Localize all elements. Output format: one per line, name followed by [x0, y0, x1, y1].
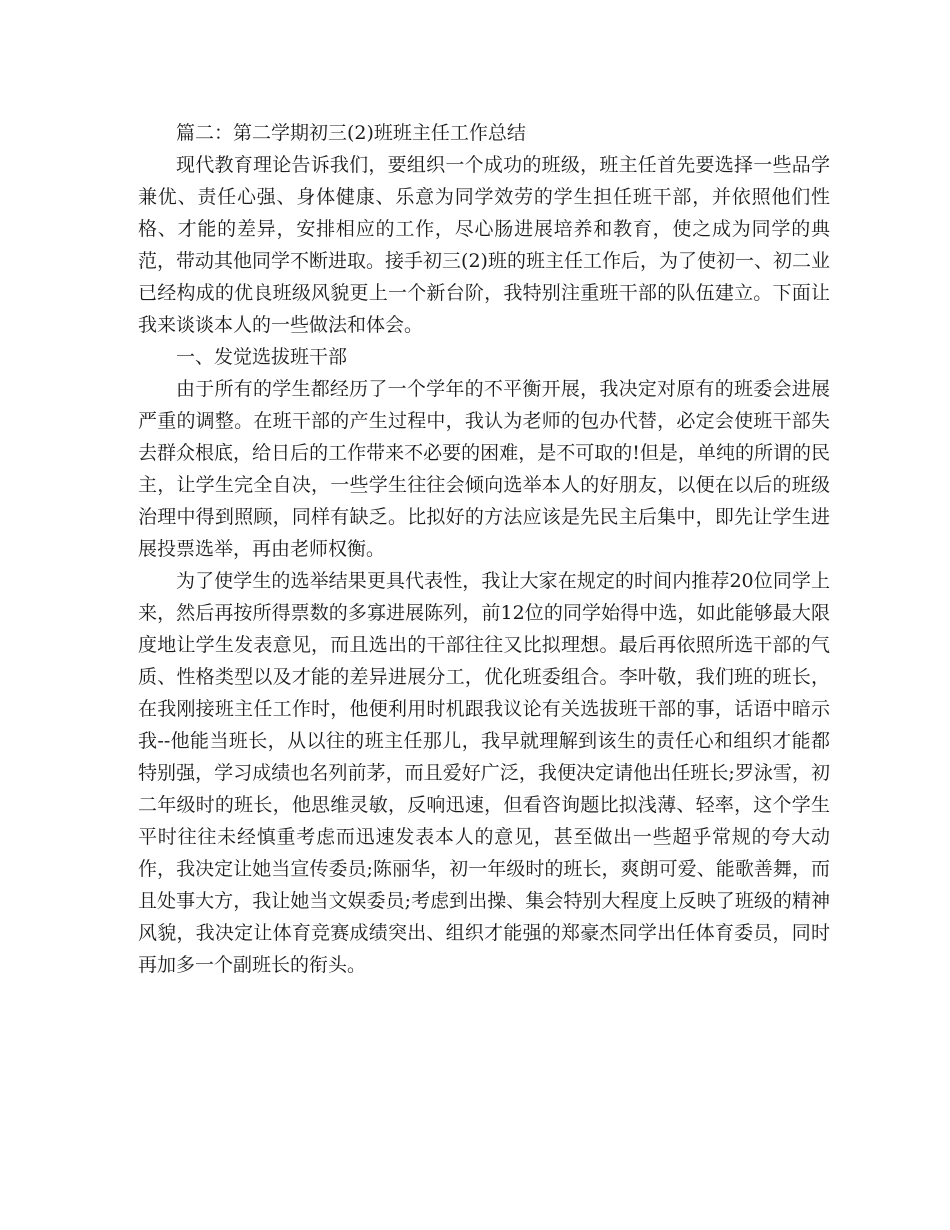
- section-heading: 一、发觉选拔班干部: [176, 346, 348, 368]
- intro-paragraph: 现代教育理论告诉我们，要组织一个成功的班级，班主任首先要选择一些品学兼优、责任心强、身体健康、乐意为同学效劳的学生担任班干部，并依照他们性格、才能的差异，安排相应的工作，尽心肠进展培养和教育，使之成为同学的典范，带动其他同学不断进取。接手初三(2)班的班主任工作后，为了使初一、初二业已经构成的优良班级风貌更上一个新台阶，我特别注重班干部的队伍建立。下面让我来谈谈本人的一些做法和体会。: [138, 154, 830, 336]
- document-title: 篇二：第二学期初三(2)班班主任工作总结: [176, 122, 526, 144]
- section-paragraph-1: 由于所有的学生都经历了一个学年的不平衡开展，我决定对原有的班委会进展严重的调整。在班干部的产生过程中，我认为老师的包办代替，必定会使班干部失去群众根底，给日后的工作带来不必要的困难，是不可取的!但是，单纯的所谓的民主，让学生完全自决，一些学生往往会倾向选举本人的好朋友，以便在以后的班级治理中得到照顾，同样有缺乏。比拟好的方法应该是先民主后集中，即先让学生进展投票选举，再由老师权衡。: [138, 378, 830, 560]
- section-paragraph-2: 为了使学生的选举结果更具代表性，我让大家在规定的时间内推荐20位同学上来，然后再按所得票数的多寡进展陈列，前12位的同学始得中选，如此能够最大限度地让学生发表意见，而且选出的干部往往又比拟理想。最后再依照所选干部的气质、性格类型以及才能的差异进展分工，优化班委组合。李叶敬，我们班的班长，在我刚接班主任工作时，他便利用时机跟我议论有关选拔班干部的事，话语中暗示我--他能当班长，从以往的班主任那儿，我早就理解到该生的责任心和组织才能都特别强，学习成绩也名列前茅，而且爱好广泛，我便决定请他出任班长;罗泳雪，初二年级时的班长，他思维灵敏，反响迅速，但看咨询题比拟浅薄、轻率，这个学生平时往往未经慎重考虑而迅速发表本人的意见，甚至做出一些超乎常规的夸大动作，我决定让她当宣传委员;陈丽华，初一年级时的班长，爽朗可爱、能歌善舞，而且处事大方，我让她当文娱委员;考虑到出操、集会特别大程度上反映了班级的精神风貌，我决定让体育竞赛成绩突出、组织才能强的郑豪杰同学出任体育委员，同时再加多一个副班长的衔头。: [138, 570, 830, 976]
